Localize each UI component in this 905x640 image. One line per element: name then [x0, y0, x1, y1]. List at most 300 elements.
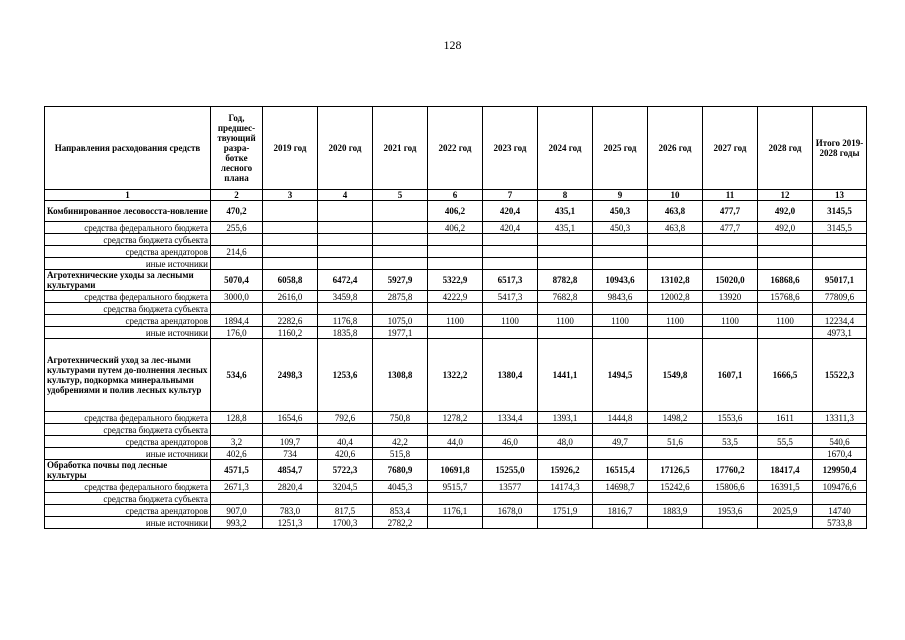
- section-value: 3145,5: [813, 201, 867, 222]
- funding-source-value: 14174,3: [538, 481, 593, 493]
- section-value: 18417,4: [758, 460, 813, 481]
- section-value: 420,4: [483, 201, 538, 222]
- funding-source-value: 1100: [593, 315, 648, 327]
- section-value: 6472,4: [318, 270, 373, 291]
- funding-source-value: [703, 517, 758, 529]
- funding-source-value: 435,1: [538, 222, 593, 234]
- funding-source-value: 450,3: [593, 222, 648, 234]
- funding-source-value: 51,6: [648, 436, 703, 448]
- section-value: 7680,9: [373, 460, 428, 481]
- funding-source-value: 3145,5: [813, 222, 867, 234]
- funding-source-value: [318, 258, 373, 270]
- column-header: Направления расходования средств: [45, 107, 211, 190]
- section-value: 470,2: [211, 201, 263, 222]
- funding-source-value: 1751,9: [538, 505, 593, 517]
- funding-source-value: [211, 493, 263, 505]
- funding-source-value: [703, 246, 758, 258]
- section-value: 2498,3: [263, 339, 318, 412]
- funding-source-value: 792,6: [318, 412, 373, 424]
- funding-source-value: 48,0: [538, 436, 593, 448]
- section-row: [45, 201, 867, 222]
- funding-source-value: [483, 448, 538, 460]
- funding-source-value: [648, 234, 703, 246]
- funding-source-value: [648, 517, 703, 529]
- funding-source-value: [593, 493, 648, 505]
- column-number: 6: [428, 190, 483, 201]
- funding-source-value: 14740: [813, 505, 867, 517]
- header-row: [45, 107, 867, 190]
- section-value: 1322,2: [428, 339, 483, 412]
- funding-source-value: [758, 303, 813, 315]
- column-header: 2023 год: [483, 107, 538, 190]
- funding-source-value: [428, 327, 483, 339]
- funding-source-value: 1100: [538, 315, 593, 327]
- funding-source-label: средства арендаторов: [45, 505, 211, 517]
- funding-source-value: 783,0: [263, 505, 318, 517]
- section-value: 10691,8: [428, 460, 483, 481]
- funding-source-value: [318, 234, 373, 246]
- section-value: 15255,0: [483, 460, 538, 481]
- funding-source-value: [703, 327, 758, 339]
- funding-source-value: 5417,3: [483, 291, 538, 303]
- funding-source-value: [211, 303, 263, 315]
- funding-source-value: 463,8: [648, 222, 703, 234]
- funding-source-label: средства арендаторов: [45, 246, 211, 258]
- section-value: 95017,1: [813, 270, 867, 291]
- funding-source-value: 420,6: [318, 448, 373, 460]
- section-value: [318, 201, 373, 222]
- funding-source-value: [483, 517, 538, 529]
- funding-source-value: [758, 258, 813, 270]
- funding-source-value: 1100: [758, 315, 813, 327]
- funding-source-value: 255,6: [211, 222, 263, 234]
- funding-source-value: [758, 493, 813, 505]
- funding-source-value: [538, 246, 593, 258]
- funding-source-value: 817,5: [318, 505, 373, 517]
- funding-source-value: [318, 222, 373, 234]
- funding-source-value: [318, 493, 373, 505]
- funding-source-value: [373, 493, 428, 505]
- funding-source-value: 993,2: [211, 517, 263, 529]
- section-value: 534,6: [211, 339, 263, 412]
- funding-source-value: [648, 493, 703, 505]
- funding-source-value: 2782,2: [373, 517, 428, 529]
- funding-source-value: 1251,3: [263, 517, 318, 529]
- section-value: 1253,6: [318, 339, 373, 412]
- funding-source-value: 1075,0: [373, 315, 428, 327]
- funding-source-value: [703, 234, 758, 246]
- column-header: 2020 год: [318, 107, 373, 190]
- funding-source-value: 1894,4: [211, 315, 263, 327]
- column-number: 13: [813, 190, 867, 201]
- funding-source-value: 7682,8: [538, 291, 593, 303]
- funding-source-value: 109476,6: [813, 481, 867, 493]
- funding-source-value: [538, 493, 593, 505]
- funding-source-value: [483, 493, 538, 505]
- funding-source-value: 12234,4: [813, 315, 867, 327]
- funding-source-value: [593, 303, 648, 315]
- funding-source-value: 1100: [703, 315, 758, 327]
- funding-source-value: 1654,6: [263, 412, 318, 424]
- column-header: Год, предшес-твующий разра-ботке лесного плана: [211, 107, 263, 190]
- funding-source-value: 176,0: [211, 327, 263, 339]
- funding-source-value: 1444,8: [593, 412, 648, 424]
- funding-source-value: 402,6: [211, 448, 263, 460]
- funding-source-value: 4222,9: [428, 291, 483, 303]
- funding-source-label: средства бюджета субъекта: [45, 234, 211, 246]
- funding-source-value: 214,6: [211, 246, 263, 258]
- funding-source-value: 49,7: [593, 436, 648, 448]
- funding-source-value: 77809,6: [813, 291, 867, 303]
- funding-source-value: 2875,8: [373, 291, 428, 303]
- funding-source-value: 1977,1: [373, 327, 428, 339]
- funding-source-value: 44,0: [428, 436, 483, 448]
- column-number-row: [45, 190, 867, 201]
- section-value: 17126,5: [648, 460, 703, 481]
- funding-source-value: 1176,8: [318, 315, 373, 327]
- section-value: 15522,3: [813, 339, 867, 412]
- funding-source-value: [428, 517, 483, 529]
- funding-source-value: 1334,4: [483, 412, 538, 424]
- funding-source-value: [483, 303, 538, 315]
- funding-source-value: 40,4: [318, 436, 373, 448]
- section-value: 8782,8: [538, 270, 593, 291]
- funding-source-value: [211, 258, 263, 270]
- funding-source-value: [703, 424, 758, 436]
- funding-source-row: [45, 258, 867, 270]
- funding-source-value: [263, 493, 318, 505]
- funding-source-value: [758, 234, 813, 246]
- section-row: [45, 270, 867, 291]
- section-value: 492,0: [758, 201, 813, 222]
- funding-source-value: 1100: [648, 315, 703, 327]
- funding-source-value: [428, 493, 483, 505]
- funding-source-row: [45, 303, 867, 315]
- section-value: 1607,1: [703, 339, 758, 412]
- funding-source-value: [318, 424, 373, 436]
- section-value: [373, 201, 428, 222]
- funding-source-value: [648, 424, 703, 436]
- column-number: 4: [318, 190, 373, 201]
- funding-source-value: 2616,0: [263, 291, 318, 303]
- funding-source-value: 1100: [428, 315, 483, 327]
- funding-source-value: 853,4: [373, 505, 428, 517]
- section-title: Агротехнические уходы за лесными культурами: [45, 270, 211, 291]
- section-value: 129950,4: [813, 460, 867, 481]
- section-value: 477,7: [703, 201, 758, 222]
- funding-source-value: 9843,6: [593, 291, 648, 303]
- funding-source-value: [538, 424, 593, 436]
- funding-source-value: [263, 424, 318, 436]
- column-header: 2026 год: [648, 107, 703, 190]
- funding-source-value: [373, 424, 428, 436]
- funding-source-value: 55,5: [758, 436, 813, 448]
- funding-source-label: средства бюджета субъекта: [45, 424, 211, 436]
- funding-source-value: 750,8: [373, 412, 428, 424]
- funding-source-value: 1176,1: [428, 505, 483, 517]
- funding-source-value: [758, 424, 813, 436]
- funding-source-value: 13920: [703, 291, 758, 303]
- funding-source-value: [428, 448, 483, 460]
- section-value: 435,1: [538, 201, 593, 222]
- funding-source-value: 3,2: [211, 436, 263, 448]
- section-value: 15926,2: [538, 460, 593, 481]
- funding-source-value: [483, 258, 538, 270]
- funding-source-value: 15806,6: [703, 481, 758, 493]
- funding-source-value: [758, 246, 813, 258]
- column-header: 2019 год: [263, 107, 318, 190]
- funding-source-value: [703, 493, 758, 505]
- funding-source-value: [593, 448, 648, 460]
- funding-source-value: [813, 424, 867, 436]
- funding-source-value: 1160,2: [263, 327, 318, 339]
- section-value: 450,3: [593, 201, 648, 222]
- column-header: 2027 год: [703, 107, 758, 190]
- funding-source-value: [648, 258, 703, 270]
- funding-source-value: [263, 258, 318, 270]
- funding-source-value: 2025,9: [758, 505, 813, 517]
- section-row: [45, 460, 867, 481]
- funding-source-value: [373, 222, 428, 234]
- funding-source-value: [593, 424, 648, 436]
- funding-source-value: [538, 517, 593, 529]
- funding-source-value: [373, 246, 428, 258]
- funding-source-value: [263, 246, 318, 258]
- funding-source-value: [211, 424, 263, 436]
- funding-source-row: [45, 234, 867, 246]
- funding-source-value: [428, 424, 483, 436]
- funding-source-value: 14698,7: [593, 481, 648, 493]
- funding-source-value: 1553,6: [703, 412, 758, 424]
- funding-source-value: 1883,9: [648, 505, 703, 517]
- funding-source-label: иные источники: [45, 258, 211, 270]
- section-value: 5070,4: [211, 270, 263, 291]
- funding-source-value: 1100: [483, 315, 538, 327]
- funding-source-value: [538, 327, 593, 339]
- section-value: 463,8: [648, 201, 703, 222]
- funding-source-value: [758, 327, 813, 339]
- funding-source-label: средства бюджета субъекта: [45, 493, 211, 505]
- column-header: Итого 2019-2028 годы: [813, 107, 867, 190]
- funding-source-value: 1278,2: [428, 412, 483, 424]
- section-value: 1441,1: [538, 339, 593, 412]
- column-header: 2025 год: [593, 107, 648, 190]
- funding-source-value: 15768,6: [758, 291, 813, 303]
- section-value: 4854,7: [263, 460, 318, 481]
- funding-source-value: 4045,3: [373, 481, 428, 493]
- section-value: 6058,8: [263, 270, 318, 291]
- funding-source-label: иные источники: [45, 327, 211, 339]
- funding-source-value: [648, 327, 703, 339]
- funding-source-value: [593, 258, 648, 270]
- page-number: 128: [443, 38, 462, 52]
- funding-source-label: средства федерального бюджета: [45, 481, 211, 493]
- funding-source-value: 53,5: [703, 436, 758, 448]
- funding-source-value: 540,6: [813, 436, 867, 448]
- funding-source-value: [373, 234, 428, 246]
- funding-source-value: 3204,5: [318, 481, 373, 493]
- funding-source-value: [373, 303, 428, 315]
- section-value: 6517,3: [483, 270, 538, 291]
- funding-source-row: [45, 448, 867, 460]
- funding-source-value: [428, 258, 483, 270]
- funding-source-value: [813, 493, 867, 505]
- funding-source-value: [428, 234, 483, 246]
- funding-source-value: [648, 448, 703, 460]
- funding-source-value: [813, 258, 867, 270]
- section-value: 5722,3: [318, 460, 373, 481]
- column-number: 3: [263, 190, 318, 201]
- funding-source-value: [263, 303, 318, 315]
- funding-source-value: [593, 517, 648, 529]
- funding-source-label: средства федерального бюджета: [45, 291, 211, 303]
- funding-source-value: [703, 448, 758, 460]
- funding-source-value: [538, 303, 593, 315]
- funding-source-value: [263, 222, 318, 234]
- funding-source-value: 109,7: [263, 436, 318, 448]
- funding-source-value: [483, 424, 538, 436]
- funding-source-value: 3000,0: [211, 291, 263, 303]
- section-value: 15020,0: [703, 270, 758, 291]
- funding-source-row: [45, 315, 867, 327]
- funding-source-value: 1835,8: [318, 327, 373, 339]
- funding-source-value: 128,8: [211, 412, 263, 424]
- funding-source-value: [373, 258, 428, 270]
- funding-source-row: [45, 493, 867, 505]
- funding-source-value: 1816,7: [593, 505, 648, 517]
- column-number: 2: [211, 190, 263, 201]
- funding-source-value: [428, 246, 483, 258]
- funding-source-value: [813, 234, 867, 246]
- column-header: 2028 год: [758, 107, 813, 190]
- section-value: 16868,6: [758, 270, 813, 291]
- column-number: 1: [45, 190, 211, 201]
- section-value: 1549,8: [648, 339, 703, 412]
- funding-source-label: иные источники: [45, 517, 211, 529]
- section-value: 5322,9: [428, 270, 483, 291]
- section-row: [45, 339, 867, 412]
- column-number: 9: [593, 190, 648, 201]
- column-number: 12: [758, 190, 813, 201]
- section-value: 406,2: [428, 201, 483, 222]
- funding-source-value: [483, 327, 538, 339]
- funding-source-value: [538, 234, 593, 246]
- column-number: 5: [373, 190, 428, 201]
- funding-source-value: [648, 303, 703, 315]
- funding-source-value: [318, 303, 373, 315]
- funding-source-value: 42,2: [373, 436, 428, 448]
- section-value: 1666,5: [758, 339, 813, 412]
- funding-source-value: 15242,6: [648, 481, 703, 493]
- funding-source-label: средства федерального бюджета: [45, 412, 211, 424]
- funding-source-value: 5733,8: [813, 517, 867, 529]
- funding-source-value: [593, 327, 648, 339]
- funding-source-value: [703, 303, 758, 315]
- funding-source-label: иные источники: [45, 448, 211, 460]
- section-value: 1380,4: [483, 339, 538, 412]
- section-value: 13102,8: [648, 270, 703, 291]
- funding-source-value: [483, 234, 538, 246]
- funding-source-value: 9515,7: [428, 481, 483, 493]
- column-number: 8: [538, 190, 593, 201]
- funding-source-value: 46,0: [483, 436, 538, 448]
- funding-source-value: 13311,3: [813, 412, 867, 424]
- funding-source-value: 12002,8: [648, 291, 703, 303]
- funding-source-value: [593, 234, 648, 246]
- funding-source-value: 420,4: [483, 222, 538, 234]
- funding-source-value: 1611: [758, 412, 813, 424]
- funding-source-value: 4973,1: [813, 327, 867, 339]
- section-value: 4571,5: [211, 460, 263, 481]
- funding-source-row: [45, 424, 867, 436]
- funding-source-value: 3459,8: [318, 291, 373, 303]
- funding-source-value: [538, 448, 593, 460]
- funding-source-value: 1393,1: [538, 412, 593, 424]
- section-value: 1308,8: [373, 339, 428, 412]
- funding-source-row: [45, 327, 867, 339]
- funding-source-row: [45, 517, 867, 529]
- funding-source-value: 1953,6: [703, 505, 758, 517]
- funding-source-value: 492,0: [758, 222, 813, 234]
- column-number: 11: [703, 190, 758, 201]
- funding-source-value: [318, 246, 373, 258]
- section-value: 17760,2: [703, 460, 758, 481]
- funding-source-value: 1700,3: [318, 517, 373, 529]
- funding-source-row: [45, 222, 867, 234]
- funding-source-value: [211, 234, 263, 246]
- section-title: Агротехнический уход за лес-ными культурами путем до-полнения лесных культур, подкормка минеральными удобрениями и полив лесных культур: [45, 339, 211, 412]
- funding-source-row: [45, 436, 867, 448]
- funding-source-value: [648, 246, 703, 258]
- funding-source-value: [428, 303, 483, 315]
- funding-source-value: [758, 517, 813, 529]
- funding-source-value: 515,8: [373, 448, 428, 460]
- funding-source-value: 1670,4: [813, 448, 867, 460]
- funding-source-value: 2282,6: [263, 315, 318, 327]
- funding-source-value: [538, 258, 593, 270]
- column-header: 2021 год: [373, 107, 428, 190]
- column-header: 2024 год: [538, 107, 593, 190]
- funding-source-label: средства арендаторов: [45, 315, 211, 327]
- funding-source-label: средства бюджета субъекта: [45, 303, 211, 315]
- funding-source-value: 734: [263, 448, 318, 460]
- funding-source-value: [483, 246, 538, 258]
- funding-source-value: 13577: [483, 481, 538, 493]
- column-number: 10: [648, 190, 703, 201]
- funding-source-value: [593, 246, 648, 258]
- funding-source-value: [813, 246, 867, 258]
- funding-source-row: [45, 505, 867, 517]
- funding-source-value: 907,0: [211, 505, 263, 517]
- funding-source-value: 2671,3: [211, 481, 263, 493]
- funding-source-label: средства федерального бюджета: [45, 222, 211, 234]
- funding-source-value: 1678,0: [483, 505, 538, 517]
- funding-source-row: [45, 481, 867, 493]
- section-title: Обработка почвы под лесные культуры: [45, 460, 211, 481]
- expenditure-table: [44, 106, 867, 529]
- section-value: 1494,5: [593, 339, 648, 412]
- funding-source-value: 406,2: [428, 222, 483, 234]
- section-value: 16515,4: [593, 460, 648, 481]
- column-number: 7: [483, 190, 538, 201]
- section-value: [263, 201, 318, 222]
- funding-source-value: 2820,4: [263, 481, 318, 493]
- section-title: Комбинированное лесовосста-новление: [45, 201, 211, 222]
- funding-source-value: 16391,5: [758, 481, 813, 493]
- funding-source-row: [45, 246, 867, 258]
- funding-source-value: 477,7: [703, 222, 758, 234]
- section-value: 5927,9: [373, 270, 428, 291]
